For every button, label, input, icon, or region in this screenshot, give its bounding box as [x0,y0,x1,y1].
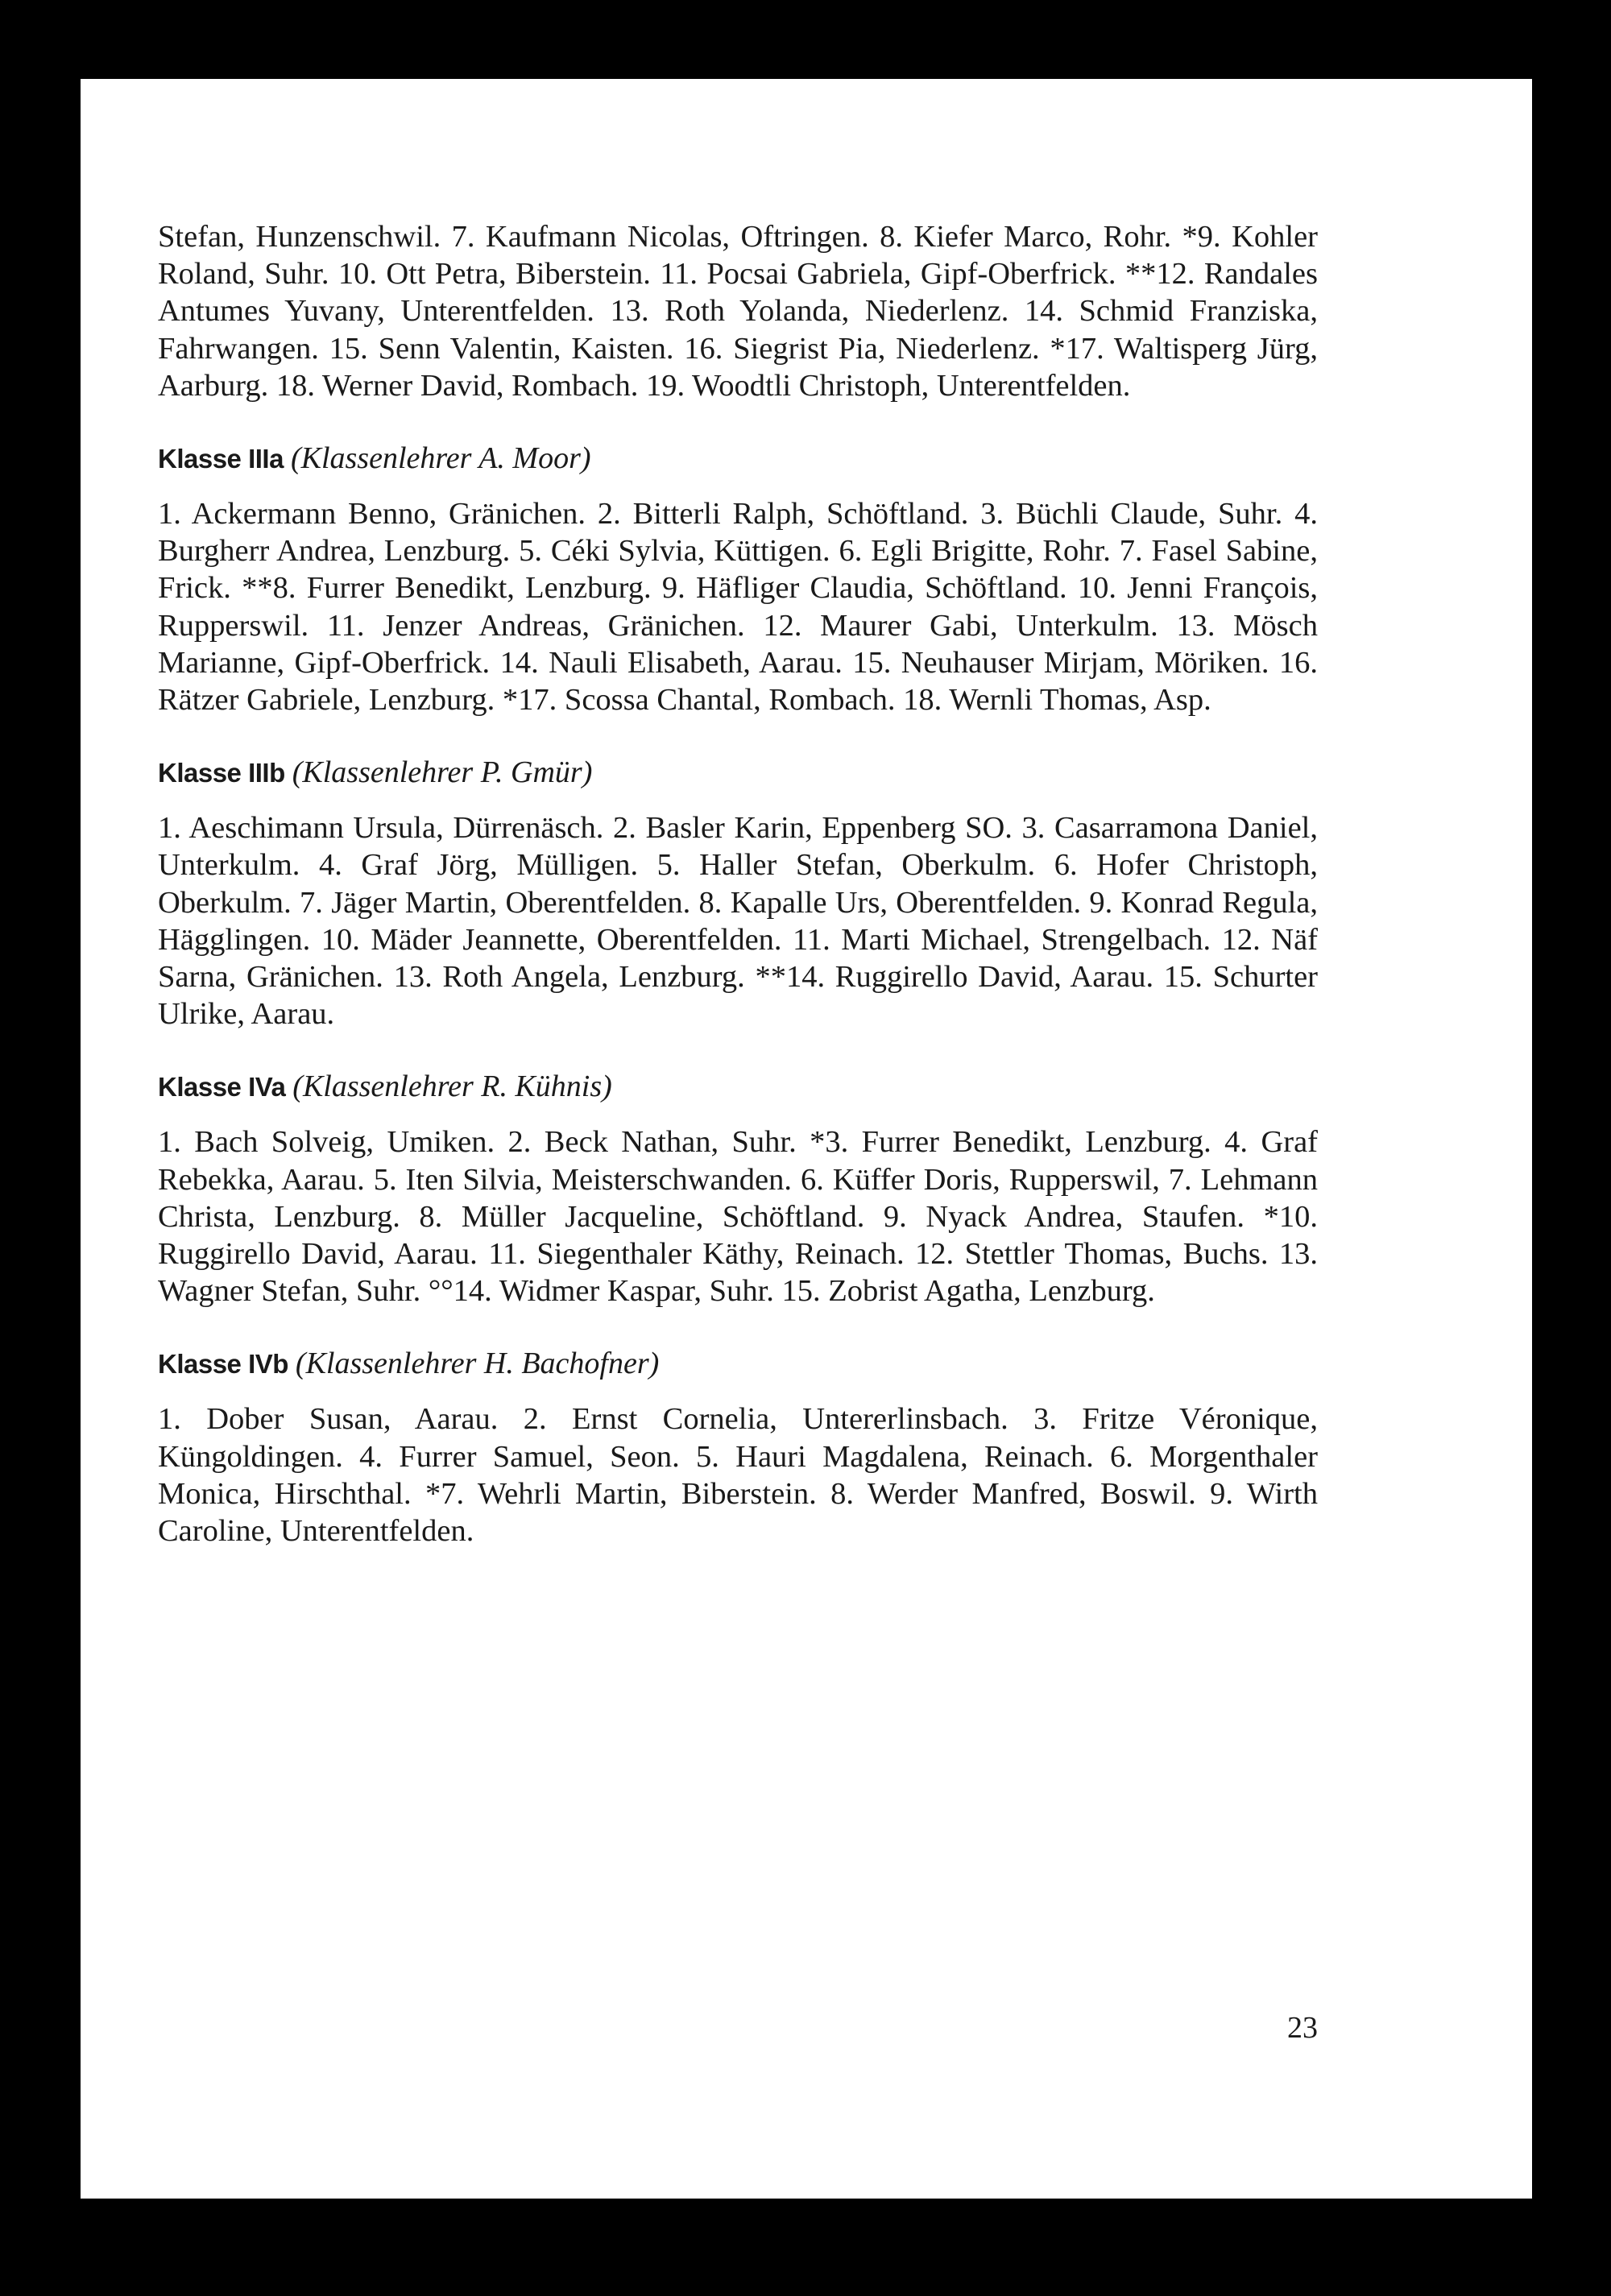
document-page [81,79,1532,2199]
continued-student-list: Stefan, Hunzenschwil. 7. Kaufmann Nicolas, Oftringen. 8. Kiefer Marco, Rohr. *9. Kohler Roland, Suhr. 10. Ott Petra, Biberstein. 11. Pocsai Gabriela, Gipf-Oberfrick. **12. Randales Antumes Yuvany, Unterentfelden. 13. Roth Yolanda, Niederlenz. 14. Schmid Franziska, Fahrwangen. 15. Senn Valentin, Kaisten. 16. Siegrist Pia, Niederlenz. *17. Waltisperg Jürg, Aarburg. 18. Werner David, Rombach. 19. Woodtli Christoph, Unterentfelden. [158,220,1318,403]
class-section-iva [158,1068,1318,1309]
class-heading [158,440,1318,478]
class-heading [158,754,1318,792]
student-list: 1. Bach Solveig, Umiken. 2. Beck Nathan, Suhr. *3. Furrer Benedikt, Lenzburg. 4. Graf Rebekka, Aarau. 5. Iten Silvia, Meisterschwanden. 6. Küffer Doris, Rupperswil, 7. Lehmann Christa, Lenzburg. 8. Müller Jacqueline, Schöftland. 9. Nyack Andrea, Staufen. *10. Ruggirello David, Aarau. 11. Siegenthaler Käthy, Reinach. 12. Stettler Thomas, Buchs. 13. Wagner Stefan, Suhr. °°14. Widmer Kaspar, Suhr. 15. Zobrist Agatha, Lenzburg. [158,1125,1318,1309]
class-section-iiib [158,754,1318,1032]
class-label: Klasse IVb [158,1349,288,1380]
page-content [158,218,1318,1549]
student-list: 1. Dober Susan, Aarau. 2. Ernst Cornelia, Untererlinsbach. 3. Fritze Véronique, Küngoldingen. 4. Furrer Samuel, Seon. 5. Hauri Magdalena, Reinach. 6. Morgenthaler Monica, Hirschthal. *7. Wehrli Martin, Biberstein. 8. Werder Manfred, Boswil. 9. Wirth Caroline, Unterentfelden. [158,1402,1318,1549]
class-teacher: (Klassenlehrer H. Bachofner) [295,1347,660,1381]
class-heading [158,1068,1318,1106]
class-label: Klasse IIIb [158,758,285,788]
page-number: 23 [1287,2011,1318,2045]
student-list: 1. Aeschimann Ursula, Dürrenäsch. 2. Basler Karin, Eppenberg SO. 3. Casarramona Daniel, Unterkulm. 4. Graf Jörg, Mülligen. 5. Haller Stefan, Oberkulm. 6. Hofer Christoph, Oberkulm. 7. Jäger Martin, Oberentfelden. 8. Kapalle Urs, Oberentfelden. 9. Konrad Regula, Hägglingen. 10. Mäder Jeannette, Oberentfelden. 11. Marti Michael, Strengelbach. 12. Näf Sarna, Gränichen. 13. Roth Angela, Lenzburg. **14. Ruggirello David, Aarau. 15. Schurter Ulrike, Aarau. [158,811,1318,1032]
class-section-iiia [158,440,1318,718]
class-label: Klasse IIIa [158,444,284,474]
student-list: 1. Ackermann Benno, Gränichen. 2. Bitterli Ralph, Schöftland. 3. Büchli Claude, Suhr. 4. Burgherr Andrea, Lenzburg. 5. Céki Sylvia, Küttigen. 6. Egli Brigitte, Rohr. 7. Fasel Sabine, Frick. **8. Furrer Benedikt, Lenzburg. 9. Häfliger Claudia, Schöftland. 10. Jenni François, Rupperswil. 11. Jenzer Andreas, Gränichen. 12. Maurer Gabi, Unterkulm. 13. Mösch Marianne, Gipf-Oberfrick. 14. Nauli Elisabeth, Aarau. 15. Neuhauser Mirjam, Möriken. 16. Rätzer Gabriele, Lenzburg. *17. Scossa Chantal, Rombach. 18. Wernli Thomas, Asp. [158,497,1318,718]
class-teacher: (Klassenlehrer A. Moor) [290,441,591,476]
class-teacher: (Klassenlehrer R. Kühnis) [292,1069,612,1104]
class-heading [158,1345,1318,1383]
class-teacher: (Klassenlehrer P. Gmür) [292,755,593,790]
class-section-ivb [158,1345,1318,1549]
class-label: Klasse IVa [158,1072,286,1102]
